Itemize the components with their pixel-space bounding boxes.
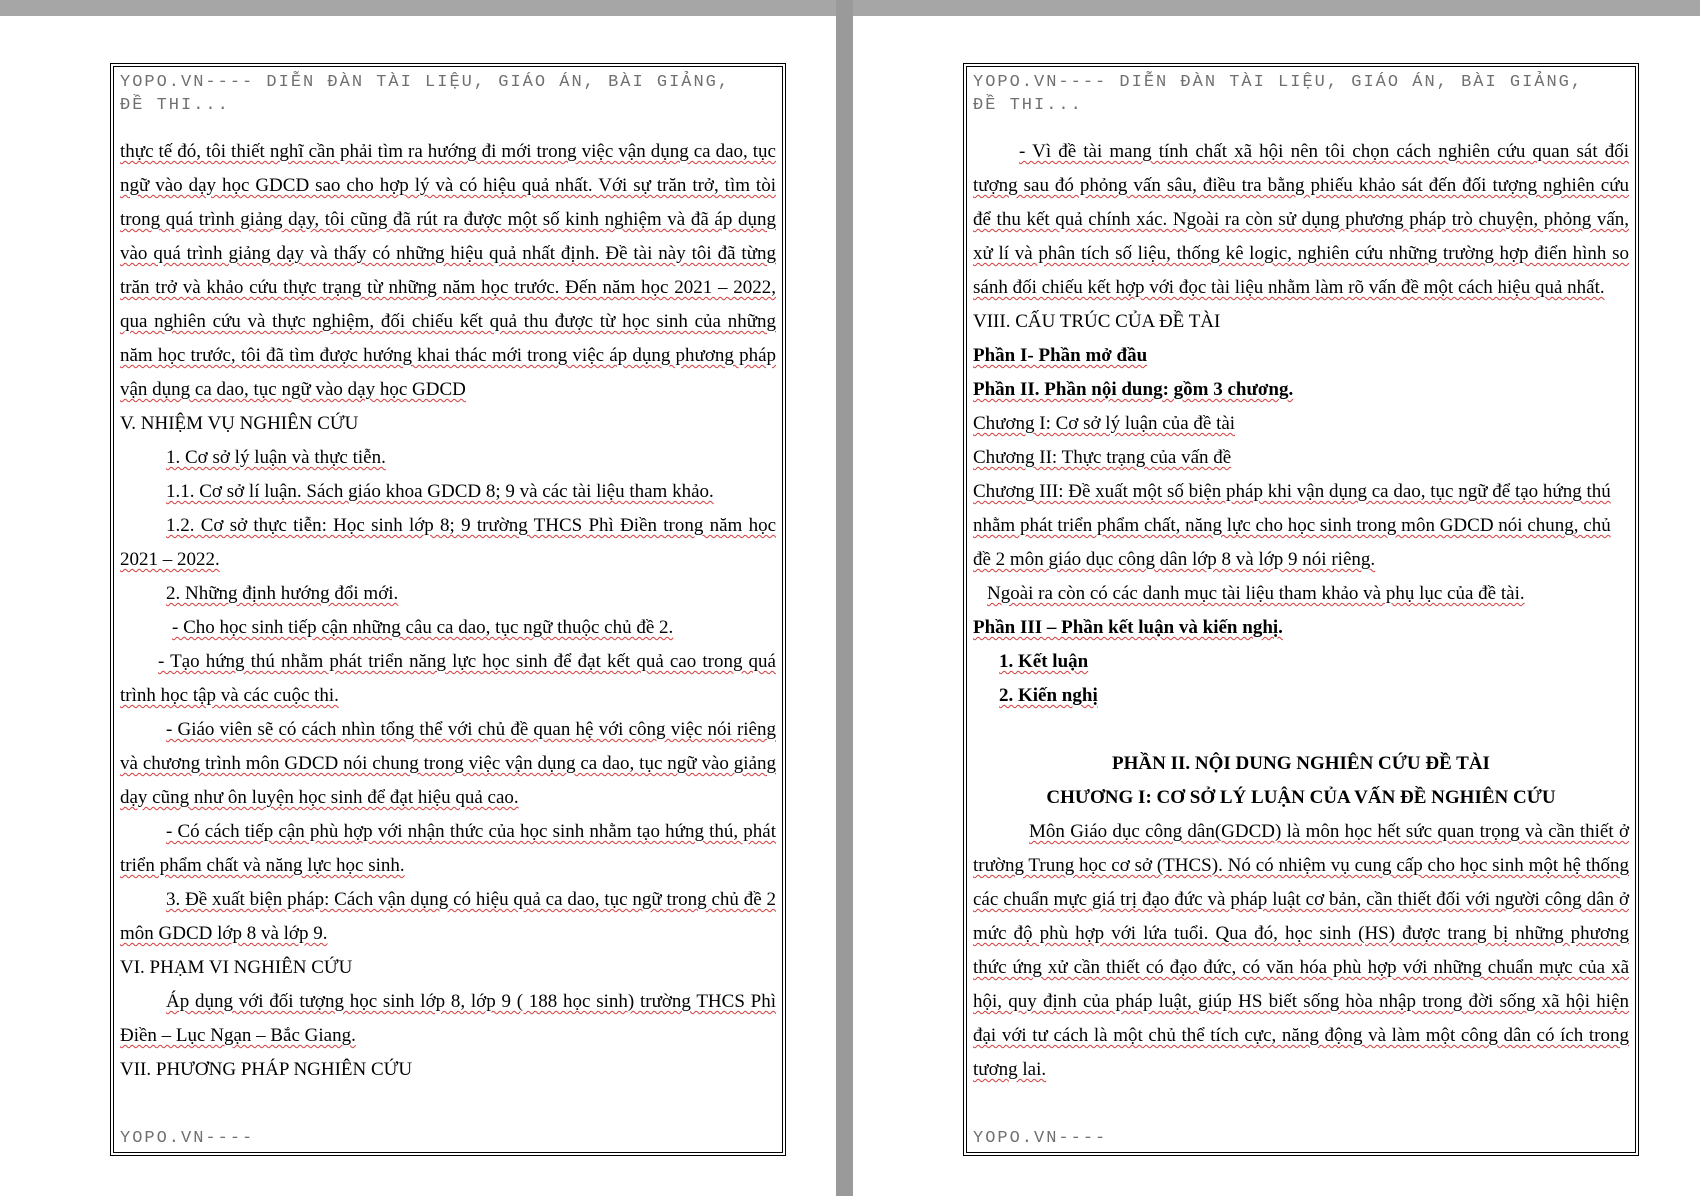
part-heading: Phần II. Phần nội dung: gồm 3 chương. (973, 379, 1294, 400)
paragraph: thực tế đó, tôi thiết nghĩ cần phải tìm ra hướng đi mới trong việc vận dụng ca dao, tục ngữ vào dạy học GDCD sao cho hợp lý và có hiệu quả nhất. Với sự trăn trở, tìm tòi trong quá trình giảng dạy, tôi cũng đã rút ra được một số kinh nghiệm và đã áp dụng vào quá trình giảng dạy và thấy có những hiệu quả nhất định. Đề tài này tôi đã từng trăn trở và khảo cứu thực trạng từ những năm học trước. Đến năm học 2021 – 2022, qua nghiên cứu và thực nghiệm, đối chiếu kết quả thu được từ học sinh của những năm học trước, tôi đã tìm được hướng khai thác mới trong việc áp dụng phương pháp vận dụng ca dao, tục ngữ vào dạy học GDCD (120, 141, 776, 400)
page-border (113, 66, 783, 1153)
document-page-left (0, 16, 836, 1196)
bullet-item: - Có cách tiếp cận phù hợp với nhận thức của học sinh nhằm tạo hứng thú, phát triển phẩm chất và năng lực học sinh. (120, 821, 776, 876)
paragraph: - Vì đề tài mang tính chất xã hội nên tôi chọn cách nghiên cứu quan sát đối tượng sau đó phỏng vấn sâu, điều tra bằng phiếu khảo sát đến đối tượng nghiên cứu để thu kết quả chính xác. Ngoài ra còn sử dụng phương pháp trò chuyện, phỏng vấn, xử lí và phân tích số liệu, thống kê logic, nghiên cứu những trường hợp điển hình so sánh đối chiếu kết hợp với đọc tài liệu nhằm làm rõ vấn đề một cách hiệu quả nhất. (973, 141, 1629, 298)
bullet-item: - Giáo viên sẽ có cách nhìn tổng thể với chủ đề quan hệ với công việc nói riêng và chương trình môn GDCD nói chung trong việc vận dụng ca dao, tục ngữ vào giảng dạy cũng như ôn luyện học sinh để đạt hiệu quả cao. (120, 719, 776, 808)
chapter-title: CHƯƠNG I: CƠ SỞ LÝ LUẬN CỦA VẤN ĐỀ NGHIÊN CỨU (1046, 787, 1556, 808)
list-item: 2. Những định hướng đổi mới. (166, 583, 399, 604)
part-heading: Phần I- Phần mở đầu (973, 345, 1148, 366)
chapter-item: Chương III: Đề xuất một số biện pháp khi vận dụng ca dao, tục ngữ để tạo hứng thú nhằm phát triển phẩm chất, năng lực cho học sinh trong môn GDCD nói chung, chủ đề 2 môn giáo dục công dân lớp 8 và lớp 9 nói riêng. (973, 481, 1611, 570)
paragraph: Áp dụng với đối tượng học sinh lớp 8, lớp 9 ( 188 học sinh) trường THCS Phì Điền – Lục Ngạn – Bắc Giang. (120, 991, 776, 1046)
list-item: 1.2. Cơ sở thực tiễn: Học sinh lớp 8; 9 trường THCS Phì Điền trong năm học 2021 – 2022. (120, 515, 776, 570)
list-item: 1.1. Cơ sở lí luận. Sách giáo khoa GDCD 8; 9 và các tài liệu tham khảo. (166, 481, 714, 502)
page-header: YOPO.VN---- DIỄN ĐÀN TÀI LIỆU, GIÁO ÁN, BÀI GIẢNG, ĐỀ THI... (120, 73, 731, 115)
section-heading: VI. PHẠM VI NGHIÊN CỨU (120, 957, 353, 978)
list-item: 1. Kết luận (999, 651, 1089, 672)
paragraph: Môn Giáo dục công dân(GDCD) là môn học hết sức quan trọng và cần thiết ở trường Trung học cơ sở (THCS). Nó có nhiệm vụ cung cấp cho học sinh một hệ thống các chuẩn mực giá trị đạo đức và pháp luật cơ bản, cần thiết đối với người công dân ở mức độ phù hợp với lứa tuổi. Qua đó, học sinh (HS) được trang bị những phương thức ứng xử cần thiết có đạo đức, có văn hóa phù hợp với những chuẩn mực của xã hội, quy định của pháp luật, giúp HS biết sống hòa nhập trong đời sống xã hội hiện đại với tư cách là một chủ thể tích cực, năng động và làm một công dân có ích trong tương lai. (973, 821, 1629, 1080)
page-header: YOPO.VN---- DIỄN ĐÀN TÀI LIỆU, GIÁO ÁN, BÀI GIẢNG, ĐỀ THI... (973, 73, 1584, 115)
page-border (966, 66, 1636, 1153)
page-gutter (836, 0, 853, 1196)
list-item: 3. Đề xuất biện pháp: Cách vận dụng có hiệu quả ca dao, tục ngữ trong chủ đề 2 môn GDCD lớp 8 và lớp 9. (120, 889, 776, 944)
bullet-item: - Cho học sinh tiếp cận những câu ca dao, tục ngữ thuộc chủ đề 2. (172, 617, 674, 638)
bullet-item: - Tạo hứng thú nhằm phát triển năng lực học sinh để đạt kết quả cao trong quá trình học tập và các cuộc thi. (120, 651, 776, 706)
part-title: PHẦN II. NỘI DUNG NGHIÊN CỨU ĐỀ TÀI (1112, 753, 1490, 774)
chapter-item: Chương I: Cơ sở lý luận của đề tài (973, 413, 1236, 434)
section-heading: VIII. CẤU TRÚC CỦA ĐỀ TÀI (973, 311, 1221, 332)
paragraph: Ngoài ra còn có các danh mục tài liệu tham khảo và phụ lục của đề tài. (987, 583, 1525, 604)
section-heading: V. NHIỆM VỤ NGHIÊN CỨU (120, 413, 359, 434)
list-item: 2. Kiến nghị (999, 685, 1098, 706)
page-footer: YOPO.VN---- (973, 1129, 1108, 1148)
part-heading: Phần III – Phần kết luận và kiến nghị. (973, 617, 1283, 638)
page-footer: YOPO.VN---- (120, 1129, 255, 1148)
spacer (973, 713, 1629, 747)
page-body (973, 135, 1629, 1087)
page-body (120, 135, 776, 1087)
document-page-right (853, 16, 1700, 1196)
list-item: 1. Cơ sở lý luận và thực tiễn. (166, 447, 386, 468)
chapter-item: Chương II: Thực trạng của vấn đề (973, 447, 1232, 468)
section-heading: VII. PHƯƠNG PHÁP NGHIÊN CỨU (120, 1059, 413, 1080)
